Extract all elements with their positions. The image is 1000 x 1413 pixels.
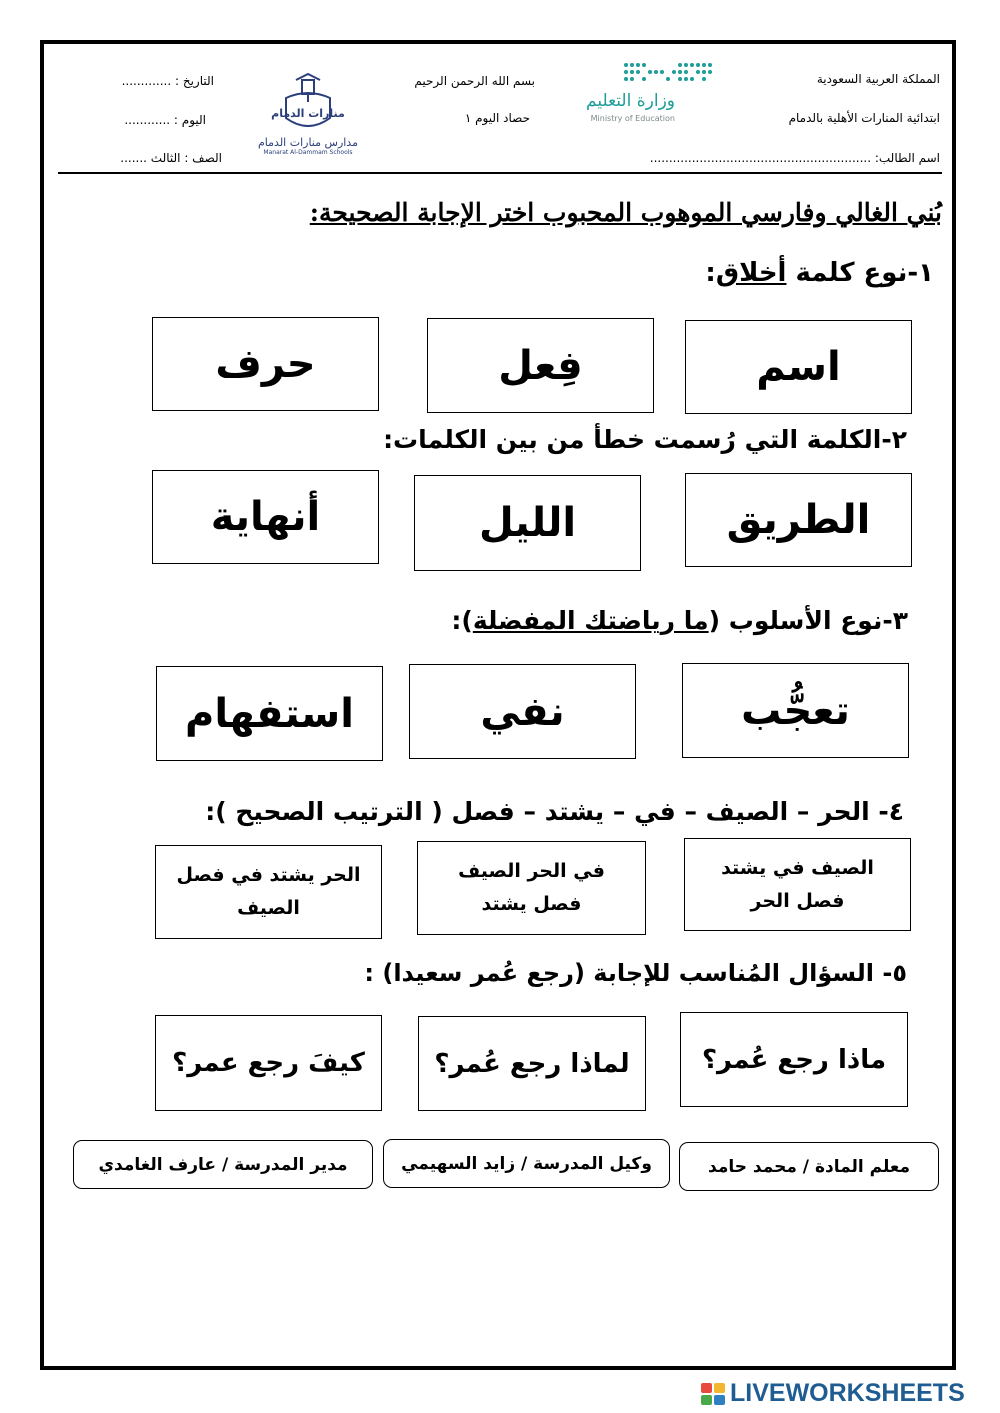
school-label: ابتدائية المنارات الأهلية بالدمام [788,111,940,125]
q1-option-3[interactable]: حرف [152,317,379,411]
q4-option-1[interactable]: الصيف في يشتد فصل الحر [684,838,911,931]
question-1: ١-نوع كلمة أخلاق: [705,258,934,288]
ministry-name-ar: وزارة التعليم [586,91,675,111]
deputy-signature: وكيل المدرسة / زايد السهيمي [383,1139,670,1188]
principal-signature: مدير المدرسة / عارف الغامدي [73,1140,373,1189]
question-3: ٣-نوع الأسلوب (ما رياضتك المفضلة): [451,606,908,635]
q2-option-1[interactable]: الطريق [685,473,912,567]
ministry-name-en: Ministry of Education [590,114,675,123]
question-1-term: أخلاق [715,258,787,288]
question-5: ٥- السؤال المُناسب للإجابة (رجع عُمر سعيدا) : [364,959,907,987]
header-divider [58,172,942,174]
q4-option-2[interactable]: في الحر الصيف فصل يشتد [417,841,646,935]
grade-label: الصف : الثالث ....... [120,151,222,165]
q1-option-2[interactable]: فِعل [427,318,654,413]
school-logo-name-ar: مدارس منارات الدمام [258,136,358,149]
country-label: المملكة العربية السعودية [816,72,940,86]
question-4: ٤- الحر – الصيف – في – يشتد – فصل ( الترتيب الصحيح ): [205,797,904,826]
q2-option-3[interactable]: أنهاية [152,470,379,564]
q4-option-3[interactable]: الحر يشتد في فصل الصيف [155,845,382,939]
liveworksheets-watermark [700,1381,996,1407]
teacher-signature: معلم المادة / محمد حامد [679,1142,939,1191]
question-2: ٢-الكلمة التي رُسمت خطأ من بين الكلمات: [383,425,907,454]
q3-option-1[interactable]: تعجُّب [682,663,909,758]
harvest-title: حصاد اليوم ١ [464,111,530,125]
svg-text:منارات الدمام: منارات الدمام [271,107,345,120]
q5-option-3[interactable]: كيفَ رجع عمر؟ [155,1015,382,1111]
q5-option-1[interactable]: ماذا رجع عُمر؟ [680,1012,908,1107]
q1-option-1[interactable]: اسم [685,320,912,414]
instruction-heading: بُني الغالي وفارسي الموهوب المحبوب اختر الإجابة الصحيحة: [309,198,942,227]
q5-option-2[interactable]: لماذا رجع عُمر؟ [418,1016,646,1111]
question-3-term: ما رياضتك المفضلة [472,606,709,635]
q2-option-2[interactable]: الليل [414,475,641,571]
school-logo-name-en: Manarat Al-Dammam Schools [263,149,353,156]
ministry-logo-icon [622,60,718,84]
q3-option-2[interactable]: نفي [409,664,636,759]
day-field[interactable]: اليوم : ............ [124,113,206,127]
date-field[interactable]: التاريخ : ............. [121,74,214,88]
q3-option-3[interactable]: استفهام [156,666,383,761]
basmala: بسم الله الرحمن الرحيم [414,74,535,88]
student-name-field[interactable]: اسم الطالب: .......................................................... [649,151,940,165]
liveworksheets-logo-icon [700,1382,726,1406]
liveworksheets-text: LIVEWORKSHEETS [730,1379,965,1407]
